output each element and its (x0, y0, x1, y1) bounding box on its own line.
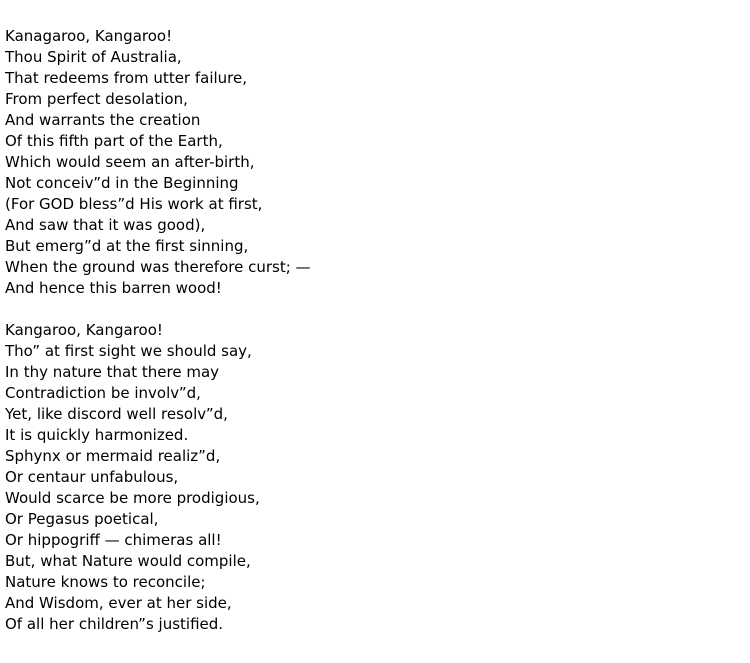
stanza-2 (5, 320, 311, 635)
poem-line: And saw that it was good), (5, 216, 206, 234)
poem-line: (For GOD bless”d His work at first, (5, 195, 263, 213)
poem-line: Or Pegasus poetical, (5, 510, 159, 528)
poem-line: Of all her children”s justified. (5, 615, 224, 633)
poem-line: But emerg”d at the first sinning, (5, 237, 249, 255)
poem-line: But, what Nature would compile, (5, 552, 251, 570)
poem-line: Kangaroo, Kangaroo! (5, 321, 163, 339)
poem (5, 26, 311, 635)
poem-line: Thou Spirit of Australia, (5, 48, 182, 66)
poem-line: Would scarce be more prodigious, (5, 489, 260, 507)
poem-line: Sphynx or mermaid realiz”d, (5, 447, 221, 465)
poem-line: Nature knows to reconcile; (5, 573, 206, 591)
poem-line: Kanagaroo, Kangaroo! (5, 27, 173, 45)
poem-line: In thy nature that there may (5, 363, 220, 381)
poem-line: Tho” at first sight we should say, (5, 342, 252, 360)
poem-line: That redeems from utter failure, (5, 69, 248, 87)
poem-line: From perfect desolation, (5, 90, 188, 108)
poem-line: When the ground was therefore curst; — (5, 258, 311, 276)
poem-line: Or centaur unfabulous, (5, 468, 179, 486)
poem-line: Which would seem an after-birth, (5, 153, 255, 171)
poem-line: Or hippogriff — chimeras all! (5, 531, 222, 549)
poem-line: Yet, like discord well resolv”d, (5, 405, 228, 423)
poem-line: And warrants the creation (5, 111, 201, 129)
poem-line: It is quickly harmonized. (5, 426, 189, 444)
poem-line: Not conceiv”d in the Beginning (5, 174, 239, 192)
stanza-1 (5, 26, 311, 299)
poem-line: And Wisdom, ever at her side, (5, 594, 232, 612)
poem-line: And hence this barren wood! (5, 279, 222, 297)
poem-line: Of this fifth part of the Earth, (5, 132, 223, 150)
poem-line: Contradiction be involv”d, (5, 384, 201, 402)
